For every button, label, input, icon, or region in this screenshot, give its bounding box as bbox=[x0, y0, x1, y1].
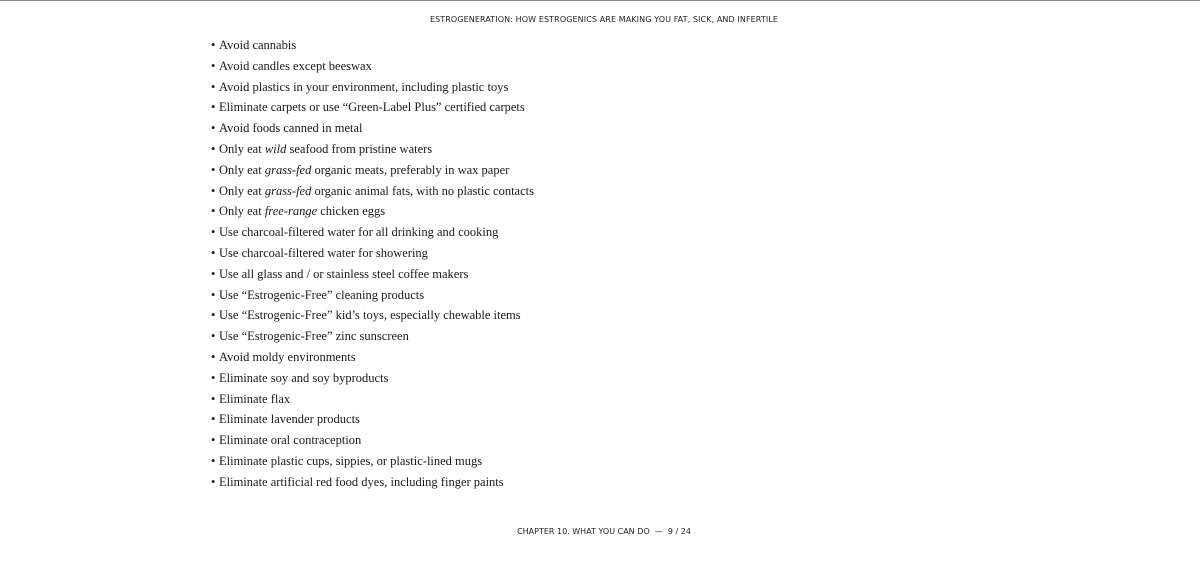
list-item-emphasis: grass-fed bbox=[264, 183, 312, 198]
list-item bbox=[211, 347, 534, 368]
list-item-emphasis: free-range bbox=[264, 204, 318, 219]
running-footer bbox=[0, 527, 1200, 536]
list-item bbox=[211, 139, 534, 160]
list-item-text: Use “Estrogenic-Free” cleaning products bbox=[219, 287, 425, 302]
list-item bbox=[211, 118, 534, 139]
list-item bbox=[211, 181, 534, 202]
bullet-icon: • bbox=[211, 245, 216, 260]
list-item bbox=[211, 222, 534, 243]
top-border-line bbox=[0, 0, 1200, 1]
list-item bbox=[211, 305, 534, 326]
list-item bbox=[211, 472, 534, 493]
list-item bbox=[211, 35, 534, 56]
bullet-icon: • bbox=[211, 100, 216, 115]
bullet-icon: • bbox=[211, 79, 216, 94]
list-item-emphasis: wild bbox=[264, 141, 287, 156]
bullet-list bbox=[211, 35, 534, 493]
list-item-text: Only eat bbox=[219, 183, 265, 198]
bullet-icon: • bbox=[211, 391, 216, 406]
list-item bbox=[211, 264, 534, 285]
bullet-icon: • bbox=[211, 433, 216, 448]
list-item bbox=[211, 368, 534, 389]
list-item-text: Avoid moldy environments bbox=[219, 349, 356, 364]
list-item-text: Eliminate lavender products bbox=[219, 412, 360, 427]
list-item bbox=[211, 243, 534, 264]
bullet-icon: • bbox=[211, 162, 216, 177]
list-item-text: seafood from pristine waters bbox=[286, 141, 433, 156]
list-item-text: Only eat bbox=[219, 204, 265, 219]
list-item-text: Avoid cannabis bbox=[219, 38, 297, 52]
list-item-text: chicken eggs bbox=[317, 204, 386, 219]
list-item bbox=[211, 409, 534, 430]
bullet-icon: • bbox=[211, 266, 216, 281]
list-item-text: Use “Estrogenic-Free” kid’s toys, especially chewable items bbox=[219, 308, 521, 323]
list-item-text: Eliminate oral contraception bbox=[219, 433, 362, 448]
bullet-icon: • bbox=[211, 38, 216, 52]
list-item bbox=[211, 285, 534, 306]
footer-chapter: CHAPTER 10. WHAT YOU CAN DO bbox=[517, 527, 650, 536]
list-item-text: Eliminate carpets or use “Green-Label Plus” certified carpets bbox=[219, 100, 525, 115]
list-item bbox=[211, 389, 534, 410]
list-item-text: organic meats, preferably in wax paper bbox=[311, 162, 510, 177]
list-item-text: Eliminate soy and soy byproducts bbox=[219, 370, 389, 385]
footer-page-indicator: 9 / 24 bbox=[667, 527, 691, 536]
bullet-icon: • bbox=[211, 412, 216, 427]
list-item bbox=[211, 77, 534, 98]
bullet-icon: • bbox=[211, 370, 216, 385]
list-item-emphasis: grass-fed bbox=[264, 162, 312, 177]
list-item-text: Eliminate artificial red food dyes, including finger paints bbox=[219, 474, 504, 489]
list-item-text: Avoid candles except beeswax bbox=[219, 58, 372, 73]
bullet-icon: • bbox=[211, 58, 216, 73]
list-item-text: Only eat bbox=[219, 141, 265, 156]
list-item-text: Use charcoal-filtered water for showering bbox=[219, 245, 428, 260]
list-item-text: Use all glass and / or stainless steel coffee makers bbox=[219, 266, 469, 281]
bullet-icon: • bbox=[211, 204, 216, 219]
bullet-icon: • bbox=[211, 474, 216, 489]
bullet-icon: • bbox=[211, 287, 216, 302]
list-item-text: Use “Estrogenic-Free” zinc sunscreen bbox=[219, 329, 409, 344]
list-item-text: Avoid plastics in your environment, including plastic toys bbox=[219, 79, 509, 94]
list-item bbox=[211, 430, 534, 451]
list-item bbox=[211, 56, 534, 77]
bullet-icon: • bbox=[211, 308, 216, 323]
list-item bbox=[211, 451, 534, 472]
list-item-text: Eliminate flax bbox=[219, 391, 291, 406]
list-item bbox=[211, 97, 534, 118]
bullet-icon: • bbox=[211, 121, 216, 136]
bullet-icon: • bbox=[211, 183, 216, 198]
running-header: ESTROGENERATION: HOW ESTROGENICS ARE MAKING YOU FAT, SICK, AND INFERTILE bbox=[429, 15, 779, 24]
list-item-text: organic animal fats, with no plastic contacts bbox=[311, 183, 534, 198]
bullet-icon: • bbox=[211, 329, 216, 344]
bullet-icon: • bbox=[211, 225, 216, 240]
list-item bbox=[211, 326, 534, 347]
list-item bbox=[211, 201, 534, 222]
list-item-text: Only eat bbox=[219, 162, 265, 177]
list-item-text: Use charcoal-filtered water for all drinking and cooking bbox=[219, 225, 499, 240]
footer-separator: — bbox=[654, 527, 663, 536]
list-item bbox=[211, 160, 534, 181]
list-item-text: Avoid foods canned in metal bbox=[219, 121, 363, 136]
list-item-text: Eliminate plastic cups, sippies, or plastic-lined mugs bbox=[219, 453, 483, 468]
bullet-icon: • bbox=[211, 141, 216, 156]
bullet-icon: • bbox=[211, 453, 216, 468]
bullet-icon: • bbox=[211, 349, 216, 364]
